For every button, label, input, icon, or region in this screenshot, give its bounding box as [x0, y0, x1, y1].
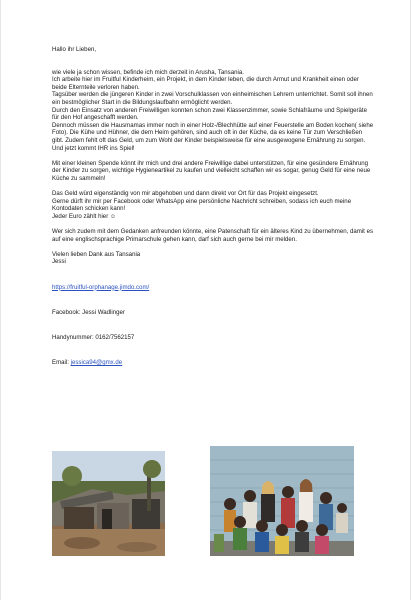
sponsorship-paragraph: Wer sich zudem mit dem Gedanken anfreunden könnte, eine Patenschaft für ein älteres Kind zu übernehmen, damit es auf eine englischsprachige Primarschule gehen kann, darf sich auch gerne bei mir melden. [52, 228, 374, 243]
intro-line-3: Tagsüber werden die jüngeren Kinder in zwei Vorschulklassen von einheimischen Lehrern unterrichtet. Somit soll ihnen ein bestmöglicher Start in die Bildungslaufbahn ermöglicht werden. [52, 91, 373, 106]
email-prefix: Email: [52, 359, 71, 367]
letter-body [52, 46, 374, 367]
intro-line-4: Durch den Einsatz von anderen Freiwilligen konnten schon zwei Klassenzimmer, sowie Schlafräume und Spielgeräte für den Hof angeschafft werden. [52, 106, 368, 122]
money-line-1: Das Geld würd eigenständig von mir abgehoben und dann direkt vor Ort für das Projekt eingesetzt. [52, 190, 319, 198]
children-group-photo [210, 446, 354, 556]
website-link[interactable]: https://fruitful-orphanage.jimdo.com/ [52, 283, 150, 291]
closing: Vielen lieben Dank aus Tansania [52, 250, 141, 258]
phone-label: Handynummer: 0162/7562157 [52, 334, 135, 341]
signature: Jessi [52, 258, 66, 266]
email-link[interactable]: jessica94@gmx.de [70, 359, 123, 367]
facebook-label: Facebook: Jessi Wadlinger [52, 308, 125, 316]
kitchen-hut-photo [52, 451, 165, 556]
email-line [52, 359, 374, 367]
money-line-2: Gerne dürft ihr mir per Facebook oder WhatsApp eine persönliche Nachricht schreiben, sodass ich euch meine Kontodaten schicken kann! [52, 197, 352, 213]
intro-line-5: Dennoch müssen die Hausmamas immer noch in einer Holz-/Blechhütte auf einer Feuerstelle am Boden kochen( siehe Foto). Die Kühe und Hühner, die dem Heim gehören, sind auch oft in der Küche, da es keine Tür zum Verschließen gibt. Zudem fehlt oft das Geld, um zum Wohl der Kinder beispielsweise für eine ausgewogene Ernährung zu sorgen. Und jetzt kommt IHR ins Spiel! [52, 121, 374, 152]
donation-paragraph: Mit einer kleinen Spende könnt ihr mich und drei andere Freiwillige dabei unterstützen, für eine gesündere Ernährung der Kinder zu sorgen, wichtige Hygieneartikel zu kaufen und vielleicht schaffen wir es sogar, genug Geld für eine neue Küche zu sammeln! [52, 159, 371, 182]
greeting: Hallo ihr Lieben, [52, 46, 97, 53]
money-line-3: Jeder Euro zählt hier ☺ [52, 212, 117, 220]
intro-line-1: wie viele ja schon wissen, befinde ich mich derzeit in Arusha, Tansania. [52, 68, 244, 76]
intro-line-2: Ich arbeite hier im Fruitful Kinderheim, ein Projekt, in dem Kinder leben, die durch Armut und Krankheit einen oder beide Elternteile verloren haben. [52, 76, 359, 91]
